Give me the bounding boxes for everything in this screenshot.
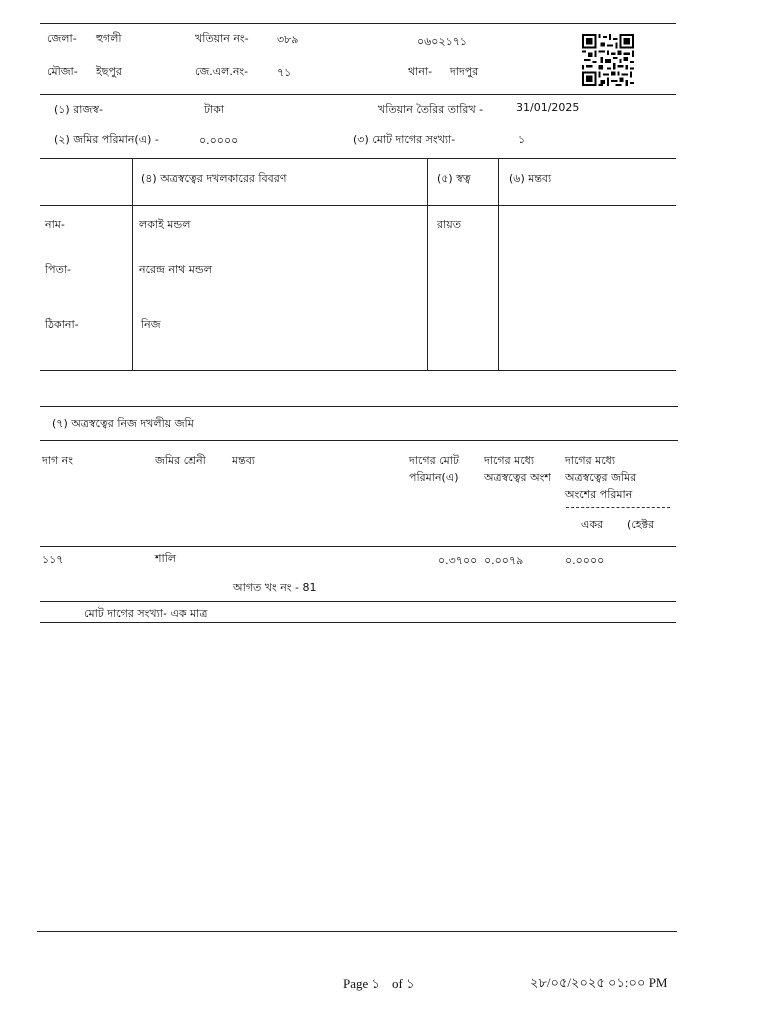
land-class-header: জমির শ্রেনী <box>155 454 206 467</box>
row-share: ০.০০৭৯ <box>484 554 524 567</box>
qr-code-icon <box>582 34 634 86</box>
revenue-label: (১) রাজস্ব- <box>54 103 103 116</box>
unit-acre: একর <box>581 518 604 531</box>
ownership-value: রায়ত <box>437 218 461 231</box>
unit-hectare: (হেক্টর <box>627 518 655 531</box>
thana-value: দাদপুর <box>450 65 479 78</box>
rule-owner-top <box>40 158 676 159</box>
print-timestamp: ২৮/০৫/২০২৫ ০১:০০ PM <box>530 975 668 990</box>
share-area-header-2: অত্রস্বত্বের জমির <box>565 471 637 484</box>
rule-land-body <box>40 601 676 602</box>
share-header-1: দাগের মধ্যে <box>484 454 535 467</box>
row-share-area: ০.০০০০ <box>565 554 605 567</box>
address-value: নিজ <box>141 318 161 331</box>
father-label: পিতা- <box>45 263 72 276</box>
khatian-value: ৩৮৯ <box>277 33 299 46</box>
district-value: হুগলী <box>96 32 122 45</box>
row-land-class: শালি <box>155 552 177 565</box>
rule-land-title <box>40 440 678 441</box>
total-plots-label: (৩) মোট দাগের সংখ্যা- <box>353 133 456 146</box>
khatian-label: খতিয়ান নং- <box>195 32 249 45</box>
father-value: নরেন্দ্র নাথ মন্ডল <box>139 263 212 276</box>
mouza-label: মৌজা- <box>47 65 78 78</box>
rule-land-top <box>40 406 678 407</box>
total-plots-value: ১ <box>518 133 526 146</box>
thana-label: থানা- <box>408 65 433 78</box>
owner-col-divider-1 <box>132 158 133 370</box>
units-divider <box>566 507 670 508</box>
dag-no-header: দাগ নং <box>42 454 73 467</box>
owner-name-value: লকাই মন্ডল <box>139 218 191 231</box>
mouza-value: ইছপুর <box>96 65 122 78</box>
address-label: ঠিকানা- <box>45 318 79 331</box>
khatian-date-label: খতিয়ান তৈরির তারিখ - <box>378 103 484 116</box>
jl-label: জে.এল.নং- <box>195 65 249 78</box>
land-remark-header: মন্তব্য <box>232 454 256 467</box>
jl-value: ৭১ <box>277 66 292 79</box>
share-area-header-3: অংশের পরিমান <box>565 488 633 501</box>
owner-col-divider-2 <box>427 158 428 370</box>
carry-forward-note: আগত খং নং - 81 <box>233 581 317 594</box>
rule-land-bottom <box>40 622 676 623</box>
land-area-label: (২) জমির পরিমান(এ) - <box>54 133 159 146</box>
plot-total-header-1: দাগের মোট <box>409 454 459 467</box>
land-area-value: ০.০০০০ <box>199 134 239 147</box>
rule-owner-header <box>40 205 676 206</box>
row-total-area: ০.৩৭০০ <box>438 554 478 567</box>
owner-col-divider-3 <box>498 158 499 370</box>
plot-total-header-2: পরিমান(এ) <box>409 471 459 484</box>
rule-footer <box>37 931 677 932</box>
rule-top <box>40 23 676 24</box>
ownership-header: (৫) স্বত্ব <box>437 172 471 185</box>
rule-owner-bottom <box>40 370 676 371</box>
owner-details-header: (৪) অত্রস্বত্বের দখলকারের বিবরণ <box>141 172 287 185</box>
page-number: Page ১ <box>343 976 380 991</box>
land-section-title: (৭) অত্রস্বত্বের নিজ দখলীয় জমি <box>52 417 194 430</box>
remarks-header: (৬) মন্তব্য <box>509 172 552 185</box>
khatian-date-value: 31/01/2025 <box>516 101 580 114</box>
share-area-header-1: দাগের মধ্যে <box>565 454 616 467</box>
rule-header-bottom <box>40 94 676 95</box>
revenue-unit: টাকা <box>204 103 225 116</box>
district-label: জেলা- <box>47 32 77 45</box>
rule-land-header <box>40 546 676 547</box>
owner-name-label: নাম- <box>45 218 65 231</box>
share-header-2: অত্রস্বত্বের অংশ <box>484 471 551 484</box>
total-plots-text: মোট দাগের সংখ্যা- এক মাত্র <box>84 607 208 620</box>
page-total: of ১ <box>392 976 415 991</box>
row-dag-no: ১১৭ <box>42 553 64 566</box>
serial-no: ০৬০২১৭১ <box>417 35 468 48</box>
